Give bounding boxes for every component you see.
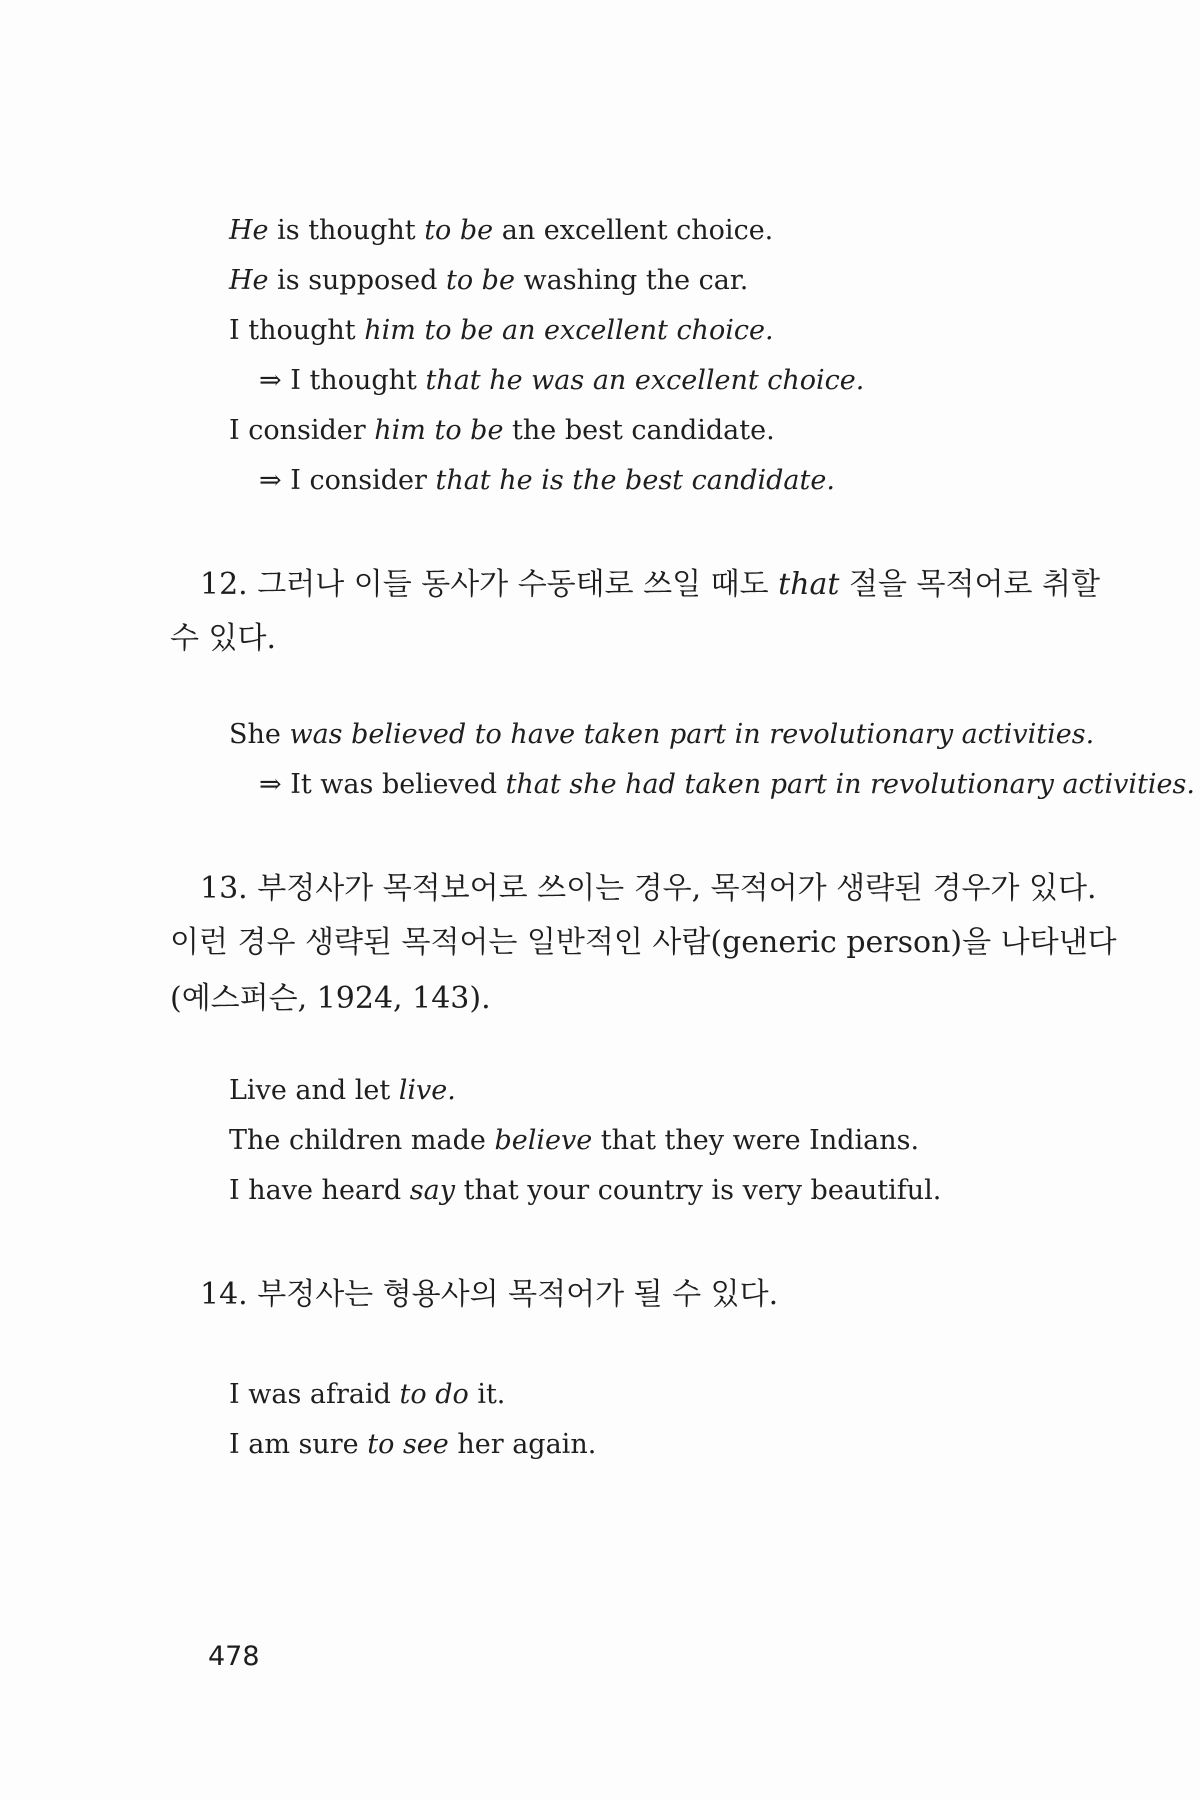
section-13-heading: 13. 부정사가 목적보어로 쓰이는 경우, 목적어가 생략된 경우가 있다. [200, 871, 1097, 906]
section-14-heading: 14. 부정사는 형용사의 목적어가 될 수 있다. [200, 1277, 779, 1312]
example-line: He is thought to be an excellent choice. [229, 215, 774, 246]
example-line: I thought him to be an excellent choice. [229, 315, 774, 346]
section-12-heading: 12. 그러나 이들 동사가 수동태로 쓰일 때도 that 절을 목적어로 취할 [200, 567, 1100, 602]
example-line-rewrite: ⇒ It was believed that she had taken part in revolutionary activities. [259, 769, 1195, 800]
page-number: 478 [208, 1641, 260, 1672]
example-line-rewrite: ⇒ I consider that he is the best candidate. [259, 465, 835, 496]
example-line: I was afraid to do it. [229, 1379, 506, 1410]
section-13-citation: (예스퍼슨, 1924, 143). [170, 981, 491, 1016]
section-13-heading-cont: 이런 경우 생략된 목적어는 일반적인 사람(generic person)을 나타낸다 [170, 925, 1117, 960]
section-12-heading-cont: 수 있다. [170, 621, 277, 656]
example-line: He is supposed to be washing the car. [229, 265, 749, 296]
example-line: I am sure to see her again. [229, 1429, 597, 1460]
example-line: The children made believe that they were Indians. [229, 1125, 920, 1156]
example-line: Live and let live. [229, 1075, 456, 1106]
example-line: She was believed to have taken part in revolutionary activities. [229, 719, 1095, 750]
example-line-rewrite: ⇒ I thought that he was an excellent choice. [259, 365, 865, 396]
example-line: I consider him to be the best candidate. [229, 415, 775, 446]
example-line: I have heard say that your country is very beautiful. [229, 1175, 942, 1206]
